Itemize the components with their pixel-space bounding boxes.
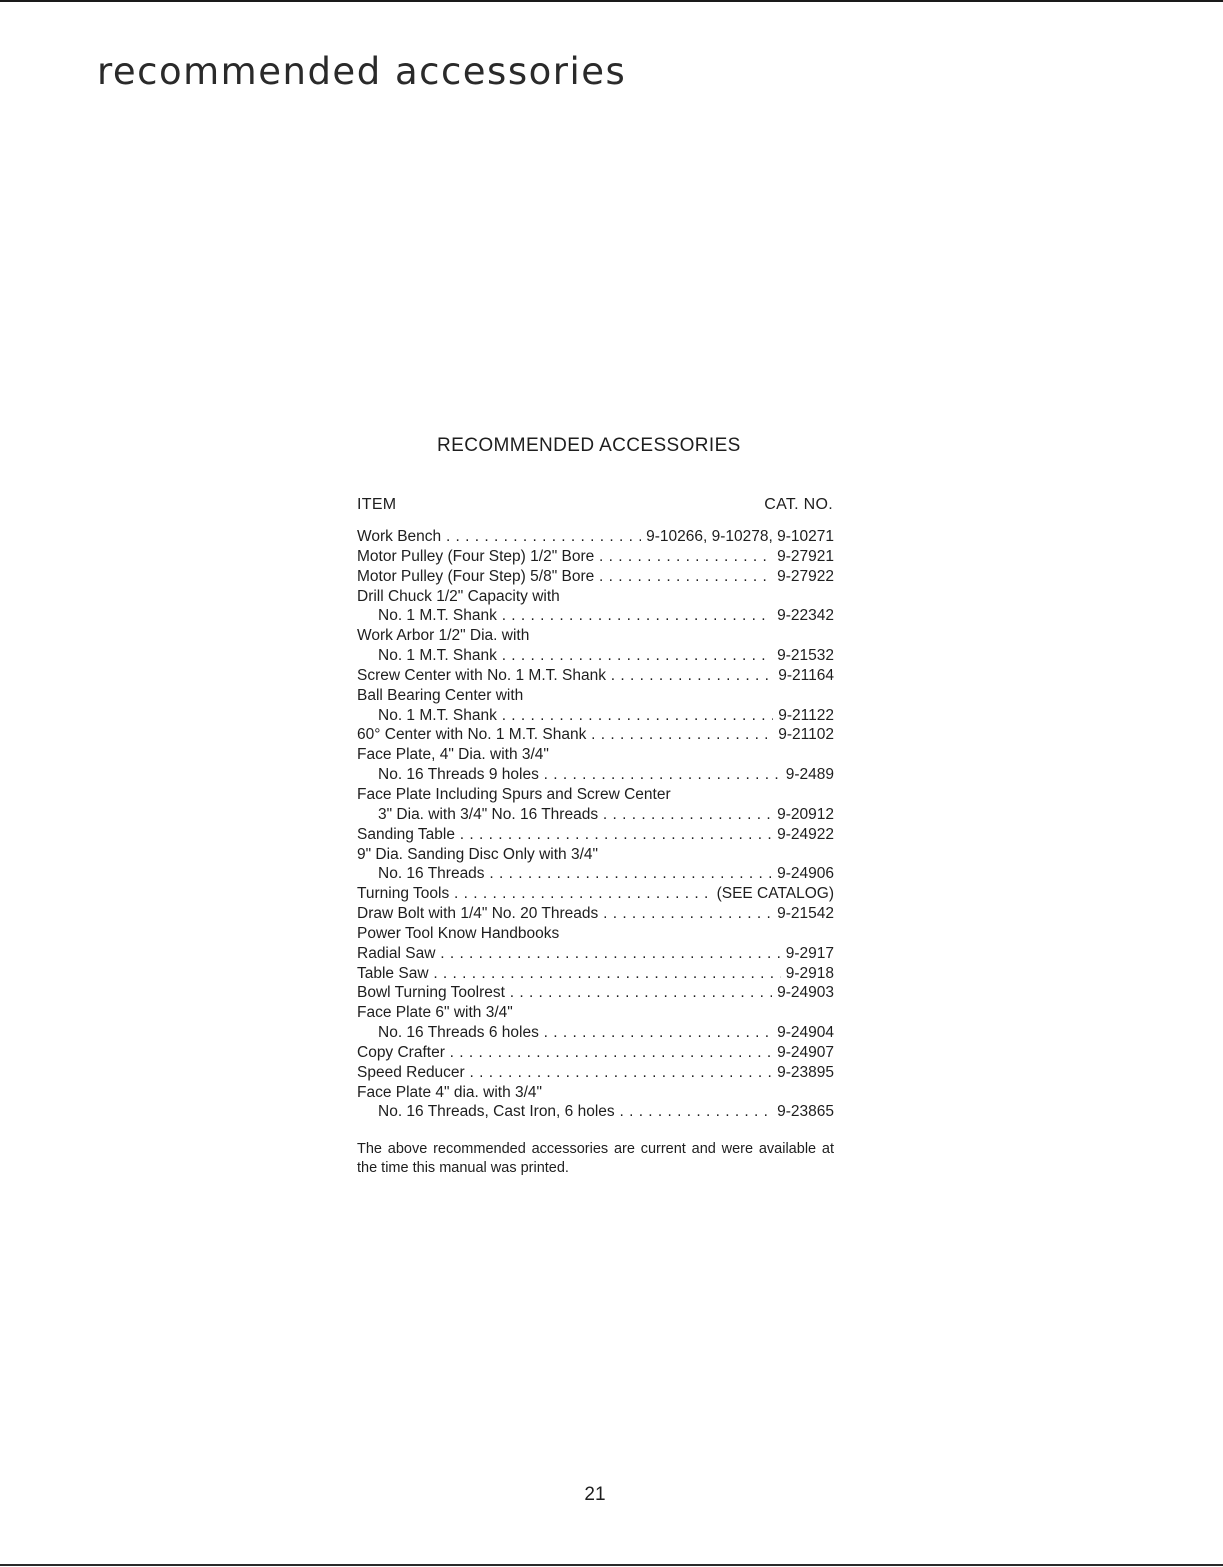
item-label: 9" Dia. Sanding Disc Only with 3/4" — [357, 845, 599, 863]
list-item — [357, 646, 834, 666]
list-item — [357, 765, 834, 785]
list-item — [357, 567, 834, 587]
page-number: 21 — [584, 1484, 606, 1505]
item-cat-no: 9-21532 — [772, 646, 834, 666]
list-item — [357, 805, 834, 825]
list-item — [357, 845, 834, 865]
item-label: No. 16 Threads, Cast Iron, 6 holes . . . — [378, 1103, 834, 1120]
item-label: Power Tool Know Handbooks — [357, 924, 560, 942]
item-cat-no: 9-24903 — [772, 983, 834, 1003]
list-item — [357, 1083, 834, 1103]
item-cat-no: 9-21164 — [773, 666, 834, 686]
item-cat-no: 9-22342 — [772, 606, 834, 626]
item-cat-no: 9-21102 — [773, 725, 834, 745]
item-cat-no: 9-27922 — [772, 567, 834, 587]
list-item — [357, 825, 834, 845]
item-cat-no: 9-20912 — [772, 805, 834, 825]
availability-note: The above recommended accessories are current and were available at the time this manual was printed. — [357, 1141, 834, 1176]
item-label: No. 16 Threads . . . — [378, 865, 834, 882]
item-label: Face Plate 6" with 3/4" — [357, 1004, 513, 1022]
list-item — [357, 1063, 834, 1083]
item-label: 60° Center with No. 1 M.T. Shank . . . — [357, 726, 834, 743]
list-item — [357, 725, 834, 745]
item-cat-no: (SEE CATALOG) — [712, 884, 834, 904]
item-cat-no: 9-24907 — [772, 1043, 834, 1063]
item-cat-no: 9-23865 — [772, 1102, 834, 1122]
item-label: No. 16 Threads 6 holes . . . — [378, 1024, 834, 1041]
item-label: No. 1 M.T. Shank . . . — [378, 607, 834, 624]
list-item — [357, 527, 834, 547]
item-cat-no: 9-24922 — [772, 825, 834, 845]
accessory-list — [357, 527, 834, 1122]
item-label: Motor Pulley (Four Step) 1/2" Bore . . . — [357, 548, 834, 565]
item-cat-no: 9-27921 — [772, 547, 834, 567]
item-label: No. 1 M.T. Shank . . . — [378, 647, 834, 664]
section-title: RECOMMENDED ACCESSORIES — [437, 435, 741, 456]
item-label: Work Bench . . . — [357, 528, 834, 545]
list-item — [357, 1023, 834, 1043]
column-header-item: ITEM — [357, 496, 397, 513]
item-label: Turning Tools . . . — [357, 885, 834, 902]
list-item — [357, 706, 834, 726]
list-item — [357, 1043, 834, 1063]
item-cat-no: 9-21542 — [772, 904, 834, 924]
list-item — [357, 686, 834, 706]
column-header-cat-no: CAT. NO. — [764, 496, 833, 513]
item-label: Copy Crafter . . . — [357, 1044, 834, 1061]
item-label: Face Plate Including Spurs and Screw Center — [357, 785, 671, 803]
item-label: Face Plate, 4" Dia. with 3/4" — [357, 746, 549, 764]
item-label: No. 1 M.T. Shank . . . — [378, 707, 834, 724]
item-cat-no: 9-23895 — [772, 1063, 834, 1083]
item-label: Table Saw . . . — [357, 965, 834, 982]
top-border-line — [0, 0, 1223, 2]
item-cat-no: 9-2917 — [781, 944, 834, 964]
item-cat-no: 9-2489 — [781, 765, 834, 785]
list-item — [357, 964, 834, 984]
bottom-border-line — [0, 1564, 1223, 1566]
page-header-title: recommended accessories — [97, 50, 627, 93]
item-label: Bowl Turning Toolrest . . . — [357, 984, 834, 1001]
item-label: Radial Saw . . . — [357, 945, 834, 962]
item-label: Sanding Table . . . — [357, 826, 834, 843]
list-item — [357, 864, 834, 884]
list-item — [357, 745, 834, 765]
list-item — [357, 904, 834, 924]
item-label: Work Arbor 1/2" Dia. with — [357, 627, 530, 645]
item-label: 3" Dia. with 3/4" No. 16 Threads . . . — [378, 806, 834, 823]
item-cat-no: 9-21122 — [773, 706, 834, 726]
item-label: Motor Pulley (Four Step) 5/8" Bore . . . — [357, 568, 834, 585]
item-cat-no: 9-10266, 9-10278, 9-10271 — [641, 527, 834, 547]
list-item — [357, 944, 834, 964]
list-item — [357, 606, 834, 626]
item-label: Draw Bolt with 1/4" No. 20 Threads . . . — [357, 905, 834, 922]
item-cat-no: 9-24904 — [772, 1023, 834, 1043]
list-item — [357, 924, 834, 944]
item-cat-no: 9-2918 — [781, 964, 834, 984]
list-item — [357, 1003, 834, 1023]
item-label: Ball Bearing Center with — [357, 686, 524, 704]
list-item — [357, 666, 834, 686]
item-cat-no: 9-24906 — [772, 864, 834, 884]
list-item — [357, 785, 834, 805]
item-label: Screw Center with No. 1 M.T. Shank . . . — [357, 667, 834, 684]
list-item — [357, 626, 834, 646]
list-item — [357, 587, 834, 607]
item-label: Drill Chuck 1/2" Capacity with — [357, 587, 560, 605]
list-item — [357, 983, 834, 1003]
item-label: Speed Reducer . . . — [357, 1064, 834, 1081]
list-item — [357, 547, 834, 567]
item-label: Face Plate 4" dia. with 3/4" — [357, 1083, 543, 1101]
list-item — [357, 1102, 834, 1122]
list-item — [357, 884, 834, 904]
item-label: No. 16 Threads 9 holes . . . — [378, 766, 834, 783]
